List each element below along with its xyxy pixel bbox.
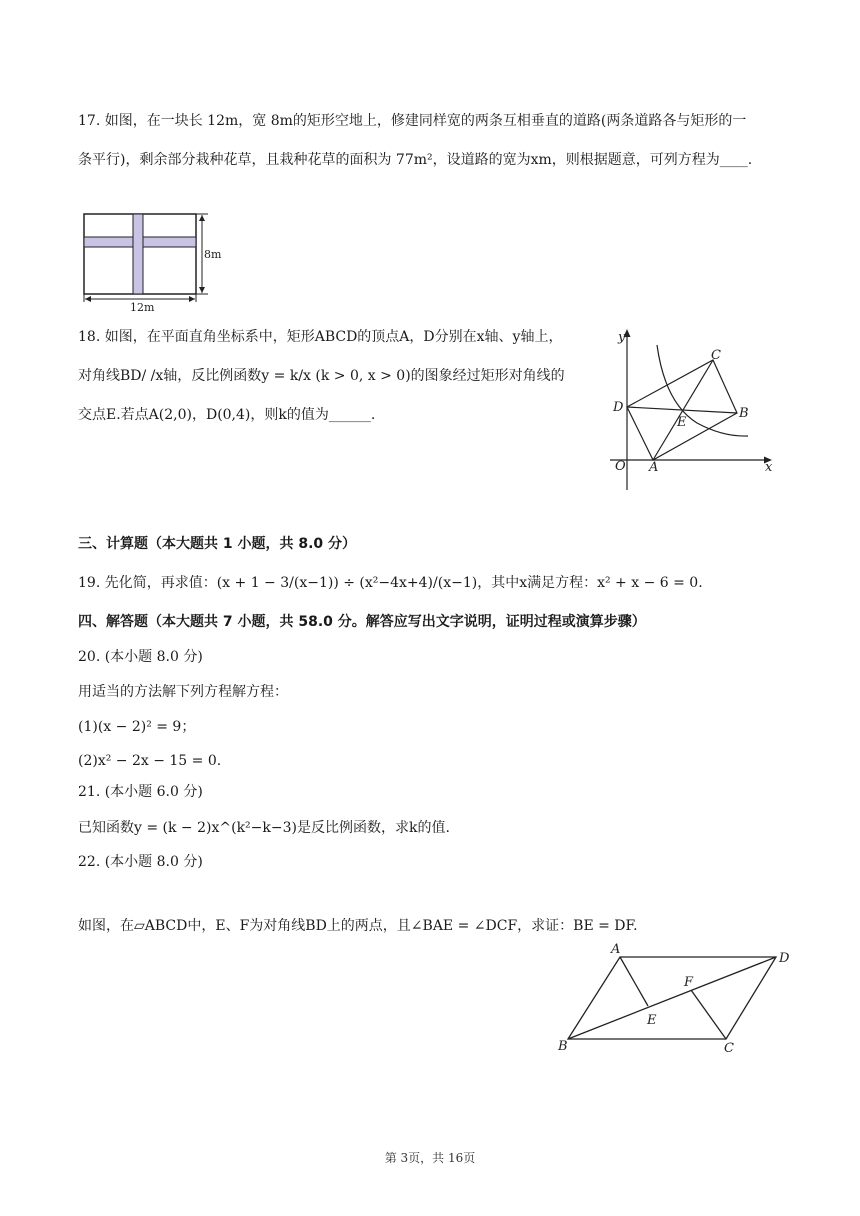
q22-figure	[558, 940, 798, 1055]
q18-x-axis-label: x	[765, 460, 773, 475]
section3-heading: 三、计算题（本大题共 1 小题，共 8.0 分）	[78, 536, 357, 552]
q22-point-A-label: A	[611, 942, 621, 957]
page-footer: 第 3页，共 16页	[384, 1151, 476, 1165]
q21-text: 已知函数y = (k − 2)x^(k²−k−3)是反比例函数，求k的值.	[78, 820, 450, 836]
q22-point-E-label: E	[647, 1013, 657, 1028]
q18-point-C-label: C	[711, 348, 721, 363]
q17-width-label: 12m	[130, 301, 155, 314]
q18-point-E-label: E	[677, 415, 687, 430]
q20-part1: (1)(x − 2)² = 9；	[78, 719, 196, 735]
q18-point-D-label: D	[613, 400, 624, 415]
q22-point-D-label: D	[779, 951, 790, 966]
q18-point-A-label: A	[649, 460, 659, 475]
q18-line3: 交点E.若点A(2,0)，D(0,4)，则k的值为______.	[78, 407, 376, 423]
q20-head: 20. (本小题 8.0 分)	[78, 649, 203, 665]
q18-line1: 18. 如图，在平面直角坐标系中，矩形ABCD的顶点A，D分别在x轴、y轴上，	[78, 329, 563, 345]
q18-origin-label: O	[615, 459, 626, 474]
q17-height-label: 8m	[204, 248, 222, 261]
q19-text: 19. 先化简，再求值：(x + 1 − 3/(x−1)) ÷ (x²−4x+4)/(x−1)，其中x满足方程：x² + x − 6 = 0.	[78, 575, 703, 591]
q17-line1: 17. 如图，在一块长 12m，宽 8m的矩形空地上，修建同样宽的两条互相垂直的道路(两条道路各与矩形的一	[78, 113, 747, 129]
q18-figure	[605, 325, 785, 495]
q18-y-axis-label: y	[618, 330, 626, 345]
q20-part2: (2)x² − 2x − 15 = 0.	[78, 753, 222, 769]
q17-figure	[78, 210, 228, 312]
q20-intro: 用适当的方法解下列方程解方程：	[78, 684, 288, 700]
section4-heading: 四、解答题（本大题共 7 小题，共 58.0 分。解答应写出文字说明，证明过程或演算步骤）	[78, 614, 646, 630]
q17-line2: 条平行)，剩余部分栽种花草，且栽种花草的面积为 77m²，设道路的宽为xm，则根据题意，可列方程为____.	[78, 152, 753, 168]
q22-point-B-label: B	[558, 1039, 568, 1054]
q18-line2: 对角线BD/ /x轴，反比例函数y = k/x (k > 0, x > 0)的图象经过矩形对角线的	[78, 368, 565, 384]
q22-point-F-label: F	[684, 975, 694, 990]
q18-point-B-label: B	[739, 406, 749, 421]
q22-head: 22. (本小题 8.0 分)	[78, 854, 203, 870]
q22-point-C-label: C	[724, 1041, 734, 1056]
q21-head: 21. (本小题 6.0 分)	[78, 784, 203, 800]
q22-text: 如图，在▱ABCD中，E、F为对角线BD上的两点，且∠BAE = ∠DCF，求证：BE = DF.	[78, 918, 638, 934]
